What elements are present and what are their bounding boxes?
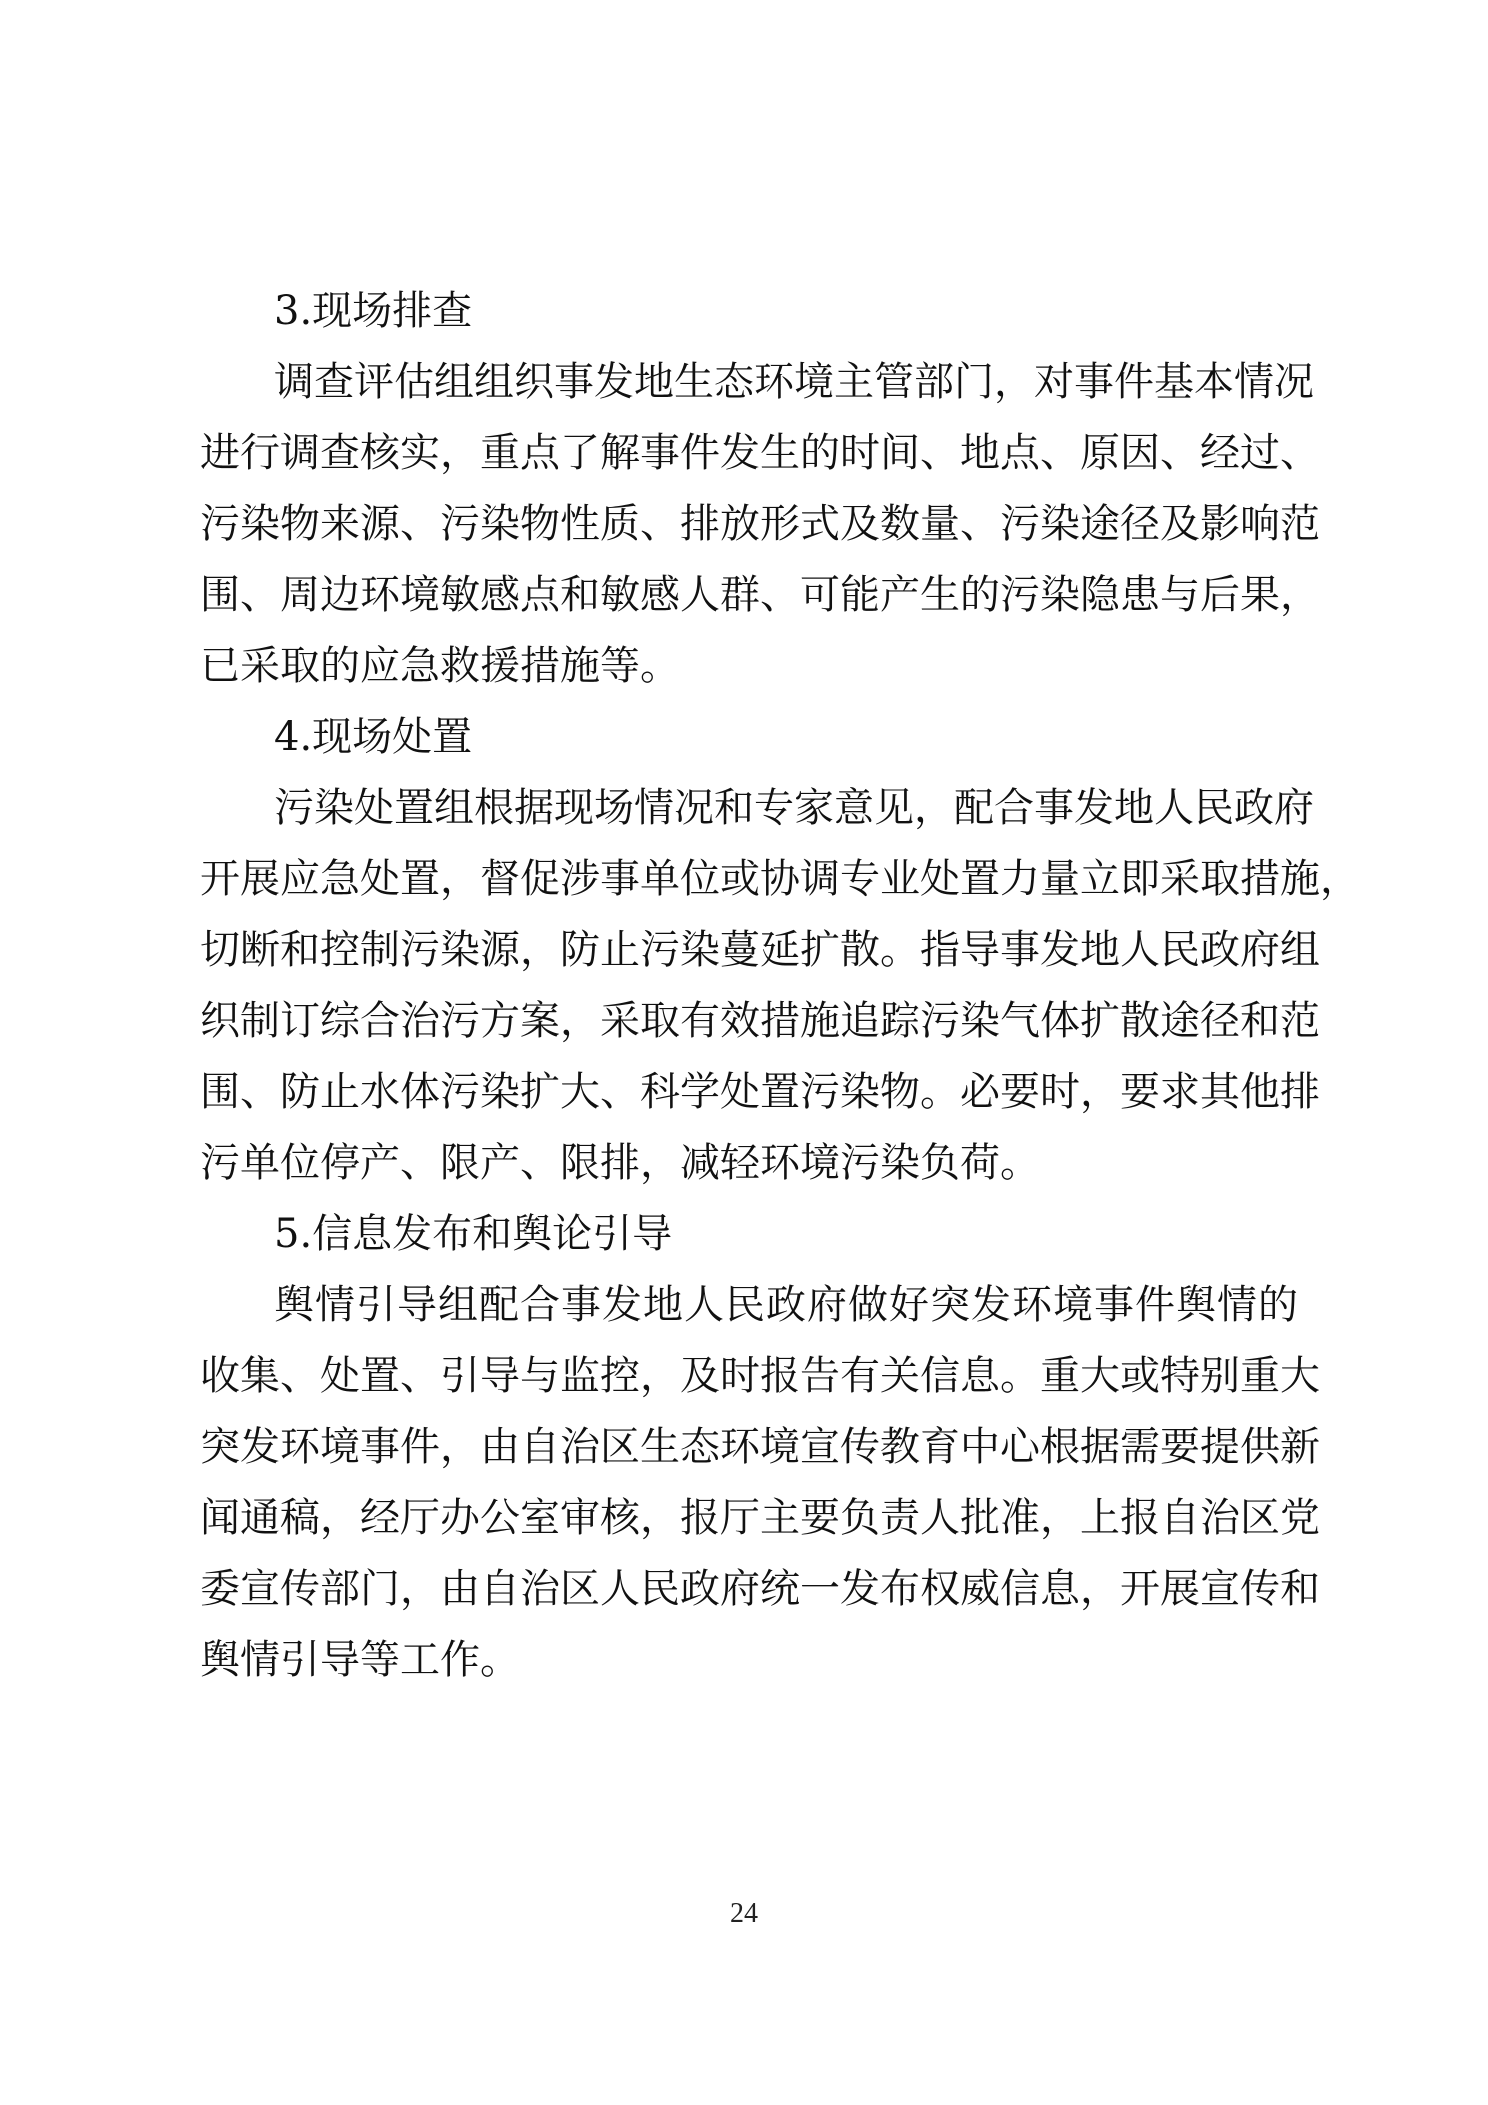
paragraph-line: 污单位停产、限产、限排，减轻环境污染负荷。 [200,1140,1040,1186]
paragraph-line: 织制订综合治污方案，采取有效措施追踪污染气体扩散途径和范 [200,998,1320,1044]
paragraph-line: 围、周边环境敏感点和敏感人群、可能产生的污染隐患与后果， [200,572,1320,618]
paragraph-line: 收集、处置、引导与监控，及时报告有关信息。重大或特别重大 [200,1353,1320,1399]
paragraph-line: 突发环境事件，由自治区生态环境宣传教育中心根据需要提供新 [200,1424,1320,1470]
body-text [200,276,1360,1696]
section-heading-5: 5.信息发布和舆论引导 [274,1211,673,1257]
paragraph-line: 围、防止水体污染扩大、科学处置污染物。必要时，要求其他排 [200,1069,1320,1115]
page-number: 24 [730,1898,758,1929]
paragraph-line: 污染处置组根据现场情况和专家意见，配合事发地人民政府 [274,785,1314,831]
paragraph-line: 舆情引导等工作。 [200,1637,520,1683]
paragraph-line: 进行调查核实，重点了解事件发生的时间、地点、原因、经过、 [200,430,1320,476]
paragraph-line: 舆情引导组配合事发地人民政府做好突发环境事件舆情的 [274,1282,1298,1328]
paragraph-line: 切断和控制污染源，防止污染蔓延扩散。指导事发地人民政府组 [200,927,1320,973]
section-heading-3: 3.现场排查 [274,288,473,334]
paragraph-line: 已采取的应急救援措施等。 [200,643,680,689]
paragraph-line: 闻通稿，经厅办公室审核，报厅主要负责人批准，上报自治区党 [200,1495,1320,1541]
section-heading-4: 4.现场处置 [274,714,473,760]
paragraph-line: 污染物来源、污染物性质、排放形式及数量、污染途径及影响范 [200,501,1320,547]
paragraph-line: 调查评估组组织事发地生态环境主管部门，对事件基本情况 [274,359,1314,405]
paragraph-line: 开展应急处置，督促涉事单位或协调专业处置力量立即采取措施， [200,856,1360,902]
paragraph-line: 委宣传部门，由自治区人民政府统一发布权威信息，开展宣传和 [200,1566,1320,1612]
